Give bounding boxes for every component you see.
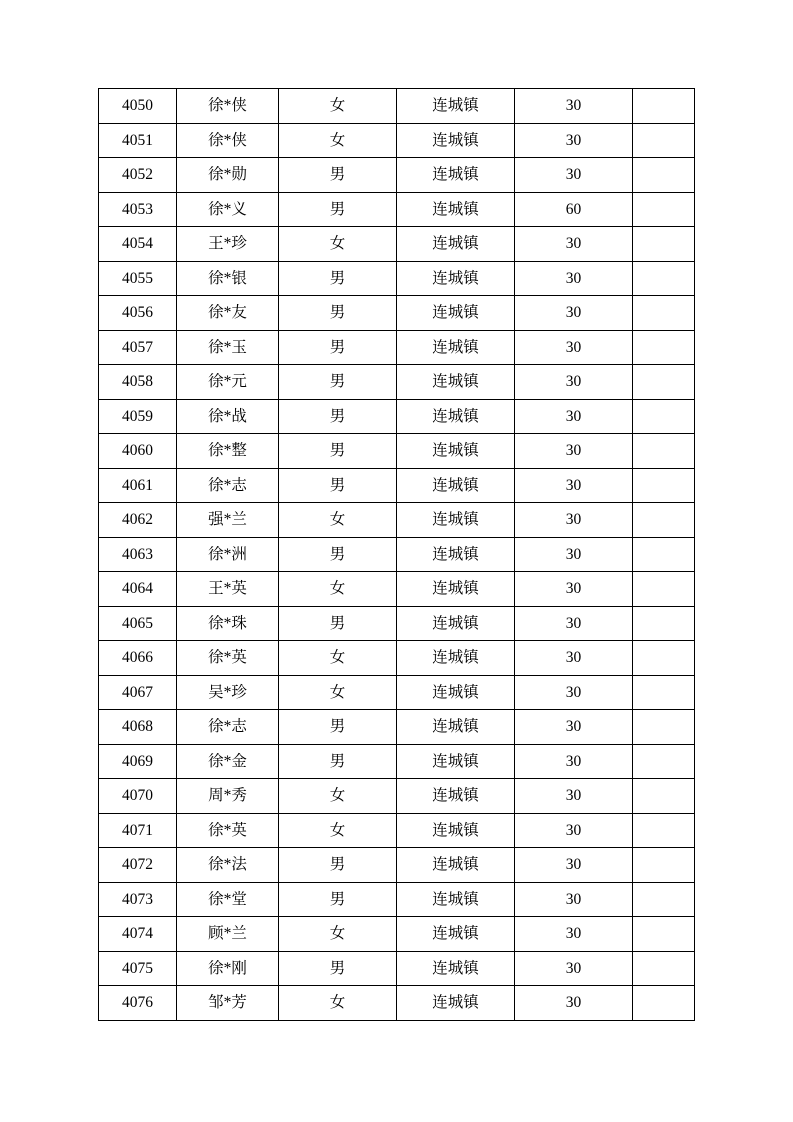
cell-amount: 30 [515, 606, 633, 641]
cell-id: 4053 [99, 192, 177, 227]
cell-note [633, 330, 695, 365]
cell-name: 徐*堂 [177, 882, 279, 917]
cell-note [633, 917, 695, 952]
cell-gender: 女 [279, 89, 397, 124]
cell-note [633, 882, 695, 917]
cell-gender: 男 [279, 848, 397, 883]
cell-amount: 30 [515, 641, 633, 676]
cell-note [633, 537, 695, 572]
cell-id: 4054 [99, 227, 177, 262]
cell-gender: 男 [279, 537, 397, 572]
cell-name: 徐*整 [177, 434, 279, 469]
cell-id: 4065 [99, 606, 177, 641]
cell-id: 4060 [99, 434, 177, 469]
cell-name: 徐*志 [177, 710, 279, 745]
cell-name: 吴*珍 [177, 675, 279, 710]
cell-note [633, 779, 695, 814]
cell-gender: 女 [279, 227, 397, 262]
cell-amount: 30 [515, 158, 633, 193]
cell-amount: 30 [515, 261, 633, 296]
cell-amount: 30 [515, 89, 633, 124]
cell-town: 连城镇 [397, 882, 515, 917]
cell-note [633, 158, 695, 193]
table-row [99, 813, 695, 848]
cell-note [633, 503, 695, 538]
cell-amount: 30 [515, 710, 633, 745]
cell-id: 4074 [99, 917, 177, 952]
table-row [99, 399, 695, 434]
cell-note [633, 434, 695, 469]
cell-gender: 男 [279, 744, 397, 779]
cell-amount: 30 [515, 572, 633, 607]
cell-town: 连城镇 [397, 158, 515, 193]
table-row [99, 192, 695, 227]
cell-name: 强*兰 [177, 503, 279, 538]
table-row [99, 158, 695, 193]
cell-name: 徐*刚 [177, 951, 279, 986]
cell-name: 徐*战 [177, 399, 279, 434]
cell-town: 连城镇 [397, 572, 515, 607]
cell-amount: 30 [515, 882, 633, 917]
cell-id: 4061 [99, 468, 177, 503]
table-row [99, 744, 695, 779]
table-row [99, 951, 695, 986]
table-row [99, 537, 695, 572]
table-row [99, 572, 695, 607]
cell-town: 连城镇 [397, 123, 515, 158]
cell-gender: 男 [279, 365, 397, 400]
roster-table [98, 88, 695, 1021]
cell-amount: 30 [515, 227, 633, 262]
cell-name: 徐*英 [177, 813, 279, 848]
cell-name: 徐*银 [177, 261, 279, 296]
cell-amount: 30 [515, 917, 633, 952]
cell-amount: 30 [515, 434, 633, 469]
cell-note [633, 813, 695, 848]
cell-town: 连城镇 [397, 641, 515, 676]
cell-gender: 男 [279, 606, 397, 641]
cell-gender: 女 [279, 675, 397, 710]
cell-town: 连城镇 [397, 503, 515, 538]
cell-note [633, 572, 695, 607]
cell-name: 徐*友 [177, 296, 279, 331]
cell-gender: 女 [279, 503, 397, 538]
cell-note [633, 227, 695, 262]
cell-amount: 30 [515, 779, 633, 814]
cell-town: 连城镇 [397, 227, 515, 262]
cell-name: 徐*金 [177, 744, 279, 779]
cell-amount: 30 [515, 813, 633, 848]
cell-town: 连城镇 [397, 986, 515, 1021]
table-row [99, 123, 695, 158]
cell-gender: 男 [279, 951, 397, 986]
table-row [99, 503, 695, 538]
cell-note [633, 986, 695, 1021]
cell-name: 徐*珠 [177, 606, 279, 641]
cell-gender: 女 [279, 572, 397, 607]
cell-town: 连城镇 [397, 537, 515, 572]
cell-gender: 女 [279, 123, 397, 158]
cell-id: 4063 [99, 537, 177, 572]
cell-name: 王*珍 [177, 227, 279, 262]
cell-amount: 30 [515, 330, 633, 365]
cell-id: 4072 [99, 848, 177, 883]
cell-id: 4051 [99, 123, 177, 158]
cell-amount: 30 [515, 365, 633, 400]
cell-name: 徐*法 [177, 848, 279, 883]
table-row [99, 779, 695, 814]
cell-town: 连城镇 [397, 296, 515, 331]
table-row [99, 606, 695, 641]
cell-gender: 女 [279, 917, 397, 952]
cell-town: 连城镇 [397, 468, 515, 503]
cell-note [633, 365, 695, 400]
cell-id: 4064 [99, 572, 177, 607]
cell-id: 4052 [99, 158, 177, 193]
cell-gender: 女 [279, 641, 397, 676]
cell-town: 连城镇 [397, 399, 515, 434]
cell-town: 连城镇 [397, 675, 515, 710]
cell-town: 连城镇 [397, 710, 515, 745]
cell-town: 连城镇 [397, 606, 515, 641]
cell-amount: 30 [515, 744, 633, 779]
cell-gender: 女 [279, 813, 397, 848]
cell-id: 4066 [99, 641, 177, 676]
cell-id: 4067 [99, 675, 177, 710]
cell-note [633, 848, 695, 883]
table-row [99, 296, 695, 331]
cell-id: 4076 [99, 986, 177, 1021]
cell-name: 徐*侠 [177, 89, 279, 124]
cell-town: 连城镇 [397, 779, 515, 814]
table-row [99, 227, 695, 262]
cell-gender: 男 [279, 710, 397, 745]
cell-name: 周*秀 [177, 779, 279, 814]
cell-id: 4068 [99, 710, 177, 745]
cell-id: 4058 [99, 365, 177, 400]
cell-id: 4073 [99, 882, 177, 917]
cell-note [633, 744, 695, 779]
table-row [99, 434, 695, 469]
cell-gender: 男 [279, 158, 397, 193]
table-row [99, 882, 695, 917]
cell-town: 连城镇 [397, 89, 515, 124]
cell-amount: 30 [515, 675, 633, 710]
cell-name: 徐*勋 [177, 158, 279, 193]
cell-town: 连城镇 [397, 848, 515, 883]
cell-id: 4075 [99, 951, 177, 986]
cell-town: 连城镇 [397, 951, 515, 986]
cell-note [633, 951, 695, 986]
table-row [99, 641, 695, 676]
cell-gender: 男 [279, 399, 397, 434]
cell-note [633, 468, 695, 503]
cell-id: 4062 [99, 503, 177, 538]
table-row [99, 468, 695, 503]
cell-amount: 30 [515, 951, 633, 986]
cell-note [633, 606, 695, 641]
cell-note [633, 89, 695, 124]
table-row [99, 986, 695, 1021]
cell-note [633, 261, 695, 296]
cell-name: 王*英 [177, 572, 279, 607]
cell-gender: 男 [279, 434, 397, 469]
cell-id: 4055 [99, 261, 177, 296]
cell-gender: 男 [279, 330, 397, 365]
table-row [99, 330, 695, 365]
cell-id: 4056 [99, 296, 177, 331]
cell-id: 4069 [99, 744, 177, 779]
cell-name: 徐*元 [177, 365, 279, 400]
cell-note [633, 123, 695, 158]
cell-name: 徐*英 [177, 641, 279, 676]
cell-gender: 男 [279, 261, 397, 296]
cell-name: 徐*玉 [177, 330, 279, 365]
table-row [99, 710, 695, 745]
cell-note [633, 399, 695, 434]
cell-gender: 女 [279, 986, 397, 1021]
cell-town: 连城镇 [397, 330, 515, 365]
cell-town: 连城镇 [397, 192, 515, 227]
cell-id: 4071 [99, 813, 177, 848]
cell-gender: 女 [279, 779, 397, 814]
cell-name: 邹*芳 [177, 986, 279, 1021]
cell-amount: 30 [515, 848, 633, 883]
cell-note [633, 675, 695, 710]
cell-name: 徐*侠 [177, 123, 279, 158]
cell-amount: 60 [515, 192, 633, 227]
cell-gender: 男 [279, 468, 397, 503]
cell-gender: 男 [279, 192, 397, 227]
table-row [99, 261, 695, 296]
cell-amount: 30 [515, 399, 633, 434]
cell-name: 徐*义 [177, 192, 279, 227]
table-row [99, 917, 695, 952]
cell-note [633, 641, 695, 676]
cell-gender: 男 [279, 882, 397, 917]
cell-town: 连城镇 [397, 917, 515, 952]
table-row [99, 675, 695, 710]
cell-amount: 30 [515, 468, 633, 503]
table-row [99, 365, 695, 400]
cell-id: 4070 [99, 779, 177, 814]
cell-town: 连城镇 [397, 434, 515, 469]
cell-gender: 男 [279, 296, 397, 331]
cell-town: 连城镇 [397, 261, 515, 296]
cell-amount: 30 [515, 986, 633, 1021]
cell-town: 连城镇 [397, 813, 515, 848]
cell-name: 徐*志 [177, 468, 279, 503]
cell-name: 徐*洲 [177, 537, 279, 572]
cell-note [633, 192, 695, 227]
cell-note [633, 710, 695, 745]
cell-note [633, 296, 695, 331]
table-row [99, 848, 695, 883]
cell-id: 4059 [99, 399, 177, 434]
cell-amount: 30 [515, 537, 633, 572]
cell-amount: 30 [515, 123, 633, 158]
table-row [99, 89, 695, 124]
cell-amount: 30 [515, 503, 633, 538]
cell-name: 顾*兰 [177, 917, 279, 952]
cell-id: 4057 [99, 330, 177, 365]
cell-town: 连城镇 [397, 365, 515, 400]
roster-table-body [99, 89, 695, 1021]
cell-town: 连城镇 [397, 744, 515, 779]
cell-id: 4050 [99, 89, 177, 124]
cell-amount: 30 [515, 296, 633, 331]
